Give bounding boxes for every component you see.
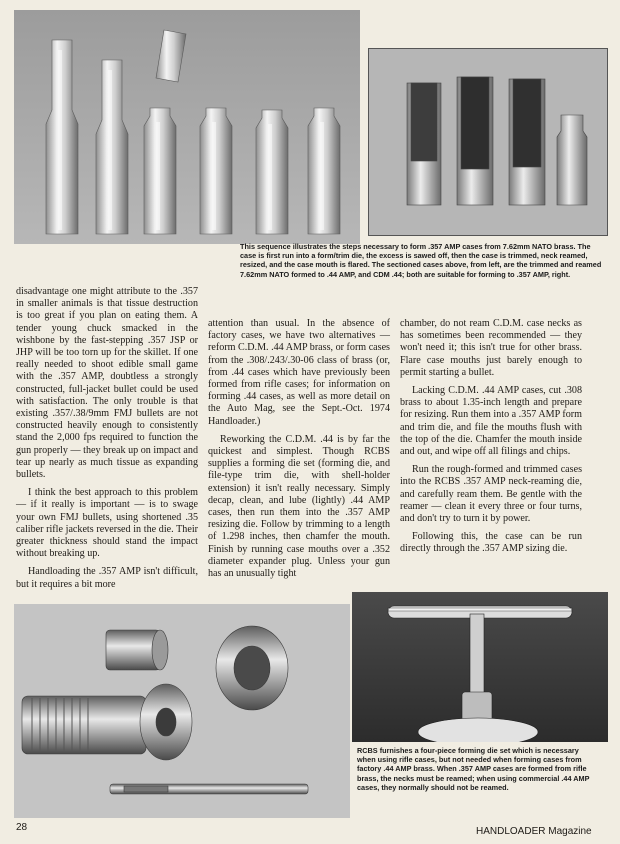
reamer-handle-photo bbox=[352, 592, 608, 742]
text-column-1 bbox=[16, 286, 198, 597]
text-column-3 bbox=[400, 318, 582, 562]
paragraph: disadvantage one might attribute to the .357 in smaller animals is that tissue destruction is too great if you plan on eating them. A tender young chuck smacked in the wishbone by the fast-stepping .357 JSP or JHP will be too torn up for the skillet. If one really needed to shoot edible small game with the .357 AMP, doubtless a strongly constructed, full-jacket bullet could be used with satisfaction. The only trouble is that existing .357/.38/9mm FMJ bullets are not constructed heavily enough to consistently stand the 2,000 fps required to function the gun properly — they break up on impact and tear up nearly as much tissue as expanding bullets. bbox=[16, 286, 198, 481]
paragraph: Run the rough-formed and trimmed cases into the RCBS .357 AMP neck-reaming die, and carefully ream them. Be gentle with the reamer — clean it every three or four turns, and don't try to turn it by power. bbox=[400, 464, 582, 525]
paragraph: attention than usual. In the absence of factory cases, we have two alternatives — reform C.D.M. .44 AMP brass, or form cases from the .308/.243/.30-06 class of brass (or, from .44 cases which have previously been formed from rifle cases; for information on forming .44 cases, as well as more detail on the Auto Mag, see the Sept.-Oct. 1974 Handloader.) bbox=[208, 318, 390, 427]
die-set-photo bbox=[14, 604, 350, 818]
paragraph: Lacking C.D.M. .44 AMP cases, cut .308 brass to about 1.35-inch length and prepare for resizing. Run them into a .357 AMP form and trim die, and file the mouths flush with the top of the die. Chamfer the mouth inside and out, and wipe off all filings and chips. bbox=[400, 385, 582, 458]
text-column-2 bbox=[208, 318, 390, 586]
paragraph: Following this, the case can be run directly through the .357 AMP sizing die. bbox=[400, 531, 582, 555]
top-photo-caption: This sequence illustrates the steps necessary to form .357 AMP cases from 7.62mm NATO brass. The case is first run into a form/trim die, the excess is sawed off, then the case is trimmed, neck reamed, resized, and the case mouth is flared. The sectioned cases above, from left, are the trimmed and reamed 7.62mm NATO formed to .44 AMP, and CDM .44; both are suitable for forming to .357 AMP, right. bbox=[240, 242, 602, 279]
magazine-name: HANDLOADER Magazine bbox=[476, 826, 592, 837]
sectioned-cases-photo bbox=[368, 48, 608, 236]
page-number: 28 bbox=[16, 822, 28, 833]
paragraph: Handloading the .357 AMP isn't difficult, but it requires a bit more bbox=[16, 566, 198, 590]
paragraph: chamber, do not ream C.D.M. case necks as has sometimes been recommended — they won't need it; this isn't true for other brass. Flare case mouths just barely enough to permit starting a bullet. bbox=[400, 318, 582, 378]
paragraph: Reworking the C.D.M. .44 is by far the quickest and simplest. Though RCBS supplies a forming die set (forming die, and file-type trim die, with shell-holder extension) it isn't really necessary. Simply decap, clean, and lube (lightly) .44 AMP cases, then run them into the .357 AMP resizing die. Follow by trimming to a length of 1.298 inches, then chamfer the mouth. Finish by running case mouths over a .352 diameter expander plug. Unless your gun has an unusually tight bbox=[208, 433, 390, 580]
paragraph: I think the best approach to this problem — if it really is important — is to swage your own FMJ bullets, using shortened .35 caliber rifle jackets reversed in the die. Their greater thickness should stand the impact without breaking up. bbox=[16, 487, 198, 560]
bottom-photo-caption: RCBS furnishes a four-piece forming die set which is necessary when using rifle cases, but not needed when forming cases from factory .44 AMP brass. When .357 AMP cases are formed from rifle brass, the necks must be reamed; when using commercial .44 AMP cases, they normally should not be reamed. bbox=[357, 746, 590, 792]
case-sequence-photo bbox=[14, 10, 360, 244]
